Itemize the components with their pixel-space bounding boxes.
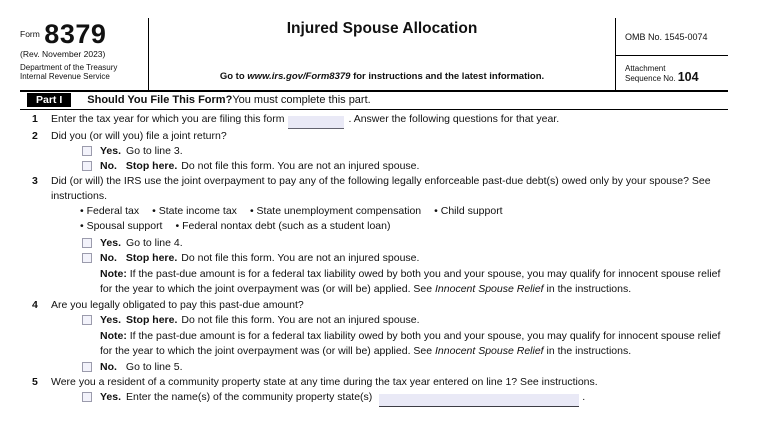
form-number: 8379 xyxy=(44,19,107,49)
debt-federal-nontax: • Federal nontax debt (such as a student loan) xyxy=(175,220,390,232)
goto-prefix: Go to xyxy=(219,71,248,82)
line4-note-label: Note: xyxy=(100,330,127,342)
part1-body xyxy=(20,110,728,407)
line4-yes-checkbox[interactable] xyxy=(82,315,92,325)
line3-no-label-wrap xyxy=(100,251,419,266)
form-title: Injured Spouse Allocation xyxy=(286,20,478,37)
line2-yes-text: Go to line 3. xyxy=(126,145,183,157)
line2-yes-label: Yes. xyxy=(100,145,122,157)
debt-state-unemployment: • State unemployment compensation xyxy=(250,205,421,217)
line5-text: Were you a resident of a community property state at any time during the tax year entered on line 1? See instructions. xyxy=(51,376,598,388)
line3-note xyxy=(100,267,728,297)
agency-block xyxy=(20,63,148,81)
line3-yes-label-wrap xyxy=(100,236,183,251)
omb-number: OMB No. 1545-0074 xyxy=(616,18,728,56)
part1-subtitle: You must complete this part. xyxy=(232,94,371,106)
line4-yes-text: Do not file this form. You are not an injured spouse. xyxy=(181,314,420,326)
omb-attachment-block xyxy=(616,18,728,90)
attachment-label-line2-wrap xyxy=(625,69,699,84)
form-word: Form xyxy=(20,29,40,39)
community-property-states-field[interactable] xyxy=(379,394,579,407)
line3-note-italic: Innocent Spouse Relief xyxy=(435,283,544,295)
line3-debt-types-row2 xyxy=(80,219,728,234)
line4-note-text2: in the instructions. xyxy=(543,345,632,357)
line2-no-row xyxy=(82,159,728,174)
line3-no-stop: Stop here. xyxy=(125,252,178,264)
debt-child-support: • Child support xyxy=(434,205,502,217)
line5-after-input: . xyxy=(582,391,586,403)
line3-yes-row xyxy=(82,236,728,251)
line4-note-italic: Innocent Spouse Relief xyxy=(435,345,544,357)
attachment-label-line1: Attachment xyxy=(625,63,666,73)
agency-line-1: Department of the Treasury xyxy=(20,63,118,72)
line4-no-label: No. xyxy=(100,361,117,373)
agency-line-2: Internal Revenue Service xyxy=(20,72,110,81)
line2-no-label-wrap xyxy=(100,159,419,174)
line4-no-label-wrap xyxy=(100,360,183,375)
line3-no-text: Do not file this form. You are not an injured spouse. xyxy=(181,252,420,264)
form-id-block xyxy=(20,18,148,90)
line1-text xyxy=(45,112,728,129)
part1-title: Should You File This Form? xyxy=(87,94,233,106)
line3-no-label: No. xyxy=(100,252,117,264)
debt-federal-tax: • Federal tax xyxy=(80,205,139,217)
line3-yes-label: Yes. xyxy=(100,237,122,249)
instructions-url: www.irs.gov/Form8379 xyxy=(247,71,351,82)
line2-row xyxy=(20,129,728,144)
line3-note-text1: If the past-due amount is for a federal tax liability owed by both you and your spouse, you may qualify for innocent spouse relief for the year to which the joint overpayment was (or will be) applied. See xyxy=(100,268,721,295)
form-revision: (Rev. November 2023) xyxy=(20,49,106,59)
line3-text: Did (or will) the IRS use the joint overpayment to pay any of the following legally enforceable past-due debt(s) owed only by your spouse? See instructions. xyxy=(51,175,711,202)
line1-text-before: Enter the tax year for which you are filing this form xyxy=(51,113,285,125)
line2-yes-label-wrap xyxy=(100,144,183,159)
line2-number: 2 xyxy=(32,130,38,142)
form-title-block xyxy=(148,18,616,90)
part1-header-bar xyxy=(20,90,728,110)
line3-note-label: Note: xyxy=(100,268,127,280)
attachment-label xyxy=(625,64,699,83)
line2-text: Did you (or will you) file a joint return? xyxy=(51,130,227,142)
line3-note-text2: in the instructions. xyxy=(543,283,632,295)
line4-row xyxy=(20,298,728,313)
line5-number: 5 xyxy=(32,376,38,388)
attachment-number: 104 xyxy=(677,69,699,84)
goto-suffix: for instructions and the latest information. xyxy=(350,71,545,82)
attachment-sequence xyxy=(616,56,728,90)
debt-spousal-support: • Spousal support xyxy=(80,220,162,232)
line5-row xyxy=(20,375,728,390)
line5-yes-label-wrap xyxy=(100,390,585,407)
line4-no-row xyxy=(82,360,728,375)
line5-yes-label: Yes. xyxy=(100,391,122,403)
line3-debt-types-row1 xyxy=(80,204,728,219)
line3-yes-text: Go to line 4. xyxy=(126,237,183,249)
debt-state-income-tax: • State income tax xyxy=(152,205,237,217)
line1-row xyxy=(20,112,728,129)
form-number-line xyxy=(20,19,148,49)
line4-number: 4 xyxy=(32,299,38,311)
line4-note-text1: If the past-due amount is for a federal tax liability owed by both you and your spouse, you may qualify for innocent spouse relief for the year to which the joint overpayment was (or will be) applied. See xyxy=(100,330,721,357)
form-header xyxy=(20,18,728,90)
line2-no-text: Do not file this form. You are not an injured spouse. xyxy=(181,160,420,172)
attachment-label-line2: Sequence No. xyxy=(625,73,676,83)
line4-yes-row xyxy=(82,313,728,328)
line1-text-after: . Answer the following questions for that year. xyxy=(348,113,560,125)
line5-yes-text: Enter the name(s) of the community property state(s) xyxy=(126,391,373,403)
tax-year-field[interactable] xyxy=(288,116,344,129)
line3-no-checkbox[interactable] xyxy=(82,253,92,263)
instructions-line xyxy=(155,71,609,82)
line1-number: 1 xyxy=(32,113,38,125)
line2-yes-row xyxy=(82,144,728,159)
line4-yes-stop: Stop here. xyxy=(126,314,178,326)
line4-no-checkbox[interactable] xyxy=(82,362,92,372)
line2-no-label: No. xyxy=(100,160,117,172)
line3-number: 3 xyxy=(32,175,38,187)
line3-yes-checkbox[interactable] xyxy=(82,238,92,248)
line3-row xyxy=(20,174,728,204)
line4-text: Are you legally obligated to pay this past-due amount? xyxy=(51,299,304,311)
line4-yes-label-wrap xyxy=(100,313,420,328)
line2-yes-checkbox[interactable] xyxy=(82,146,92,156)
line5-yes-checkbox[interactable] xyxy=(82,392,92,402)
line2-no-checkbox[interactable] xyxy=(82,161,92,171)
line4-yes-label: Yes. xyxy=(100,314,122,326)
line3-no-row xyxy=(82,251,728,266)
part1-label: Part I xyxy=(27,93,71,107)
line5-yes-row xyxy=(82,390,728,407)
line4-no-text: Go to line 5. xyxy=(125,361,183,373)
line2-no-stop: Stop here. xyxy=(125,160,178,172)
line4-note xyxy=(100,329,728,359)
